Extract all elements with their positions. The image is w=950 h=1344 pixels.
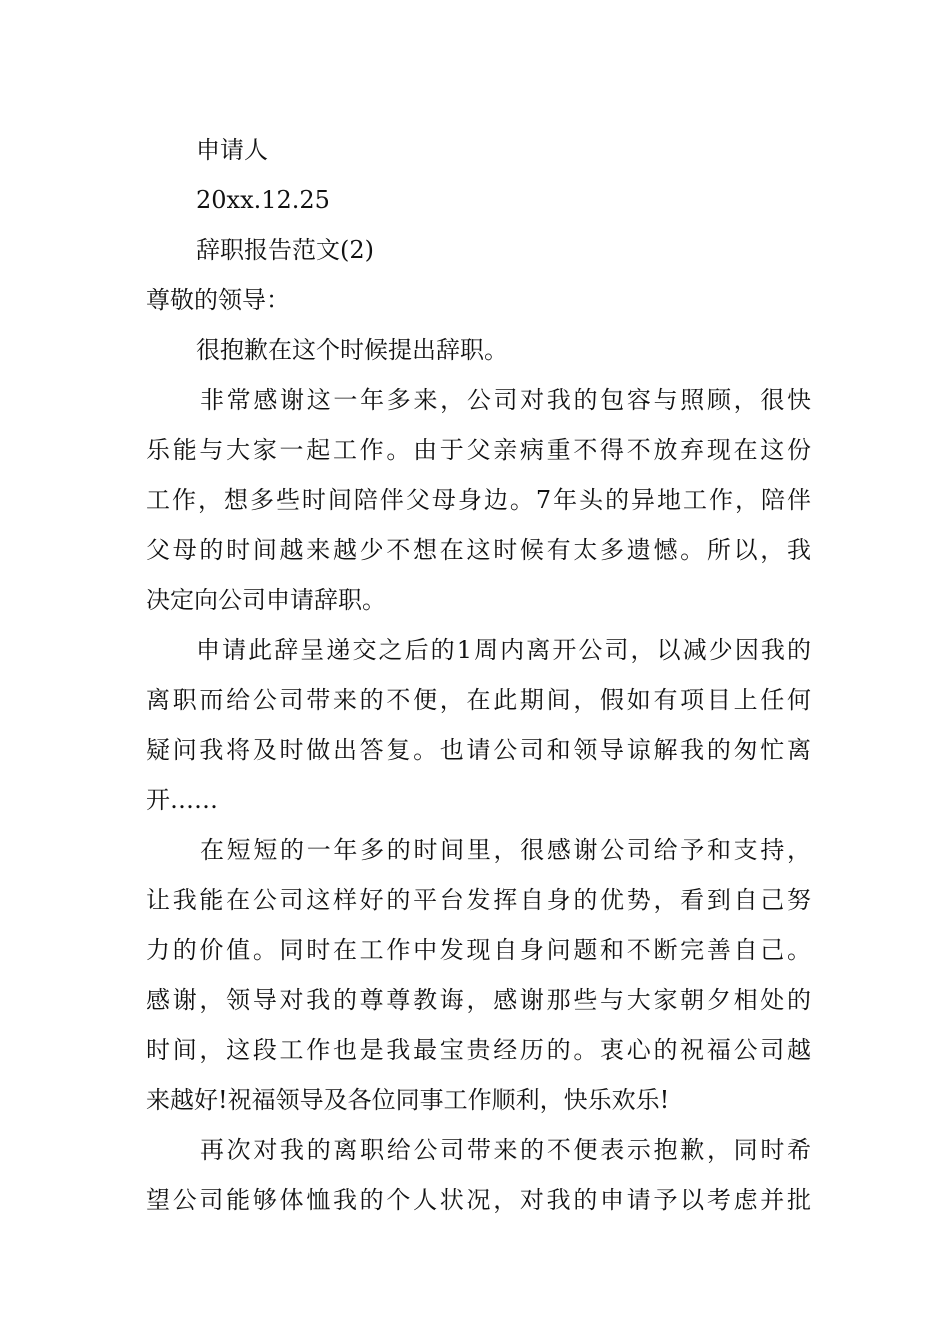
section-title: 辞职报告范文(2) (196, 236, 374, 264)
salutation: 尊敬的领导： (146, 286, 290, 314)
body-line: 力的价值。同时在工作中发现自身问题和不断完善自己。 (146, 936, 811, 964)
body-line: 让我能在公司这样好的平台发挥自身的优势，看到自己努 (146, 886, 811, 914)
body-line: 时间，这段工作也是我最宝贵经历的。衷心的祝福公司越 (146, 1036, 811, 1064)
applicant-label: 申请人 (196, 136, 268, 164)
body-line: 申请此辞呈递交之后的1周内离开公司，以减少因我的 (196, 636, 811, 664)
body-line: 很抱歉在这个时候提出辞职。 (196, 336, 508, 364)
body-line: 工作，想多些时间陪伴父母身边。7年头的异地工作，陪伴 (146, 486, 811, 514)
body-line: 再次对我的离职给公司带来的不便表示抱歉，同时希 (200, 1136, 811, 1164)
body-line: 父母的时间越来越少不想在这时候有太多遗憾。所以，我 (146, 536, 811, 564)
body-line: 非常感谢这一年多来，公司对我的包容与照顾，很快 (200, 386, 811, 414)
body-line: 离职而给公司带来的不便，在此期间，假如有项目上任何 (146, 686, 811, 714)
body-line: 感谢，领导对我的尊尊教诲，感谢那些与大家朝夕相处的 (146, 986, 811, 1014)
body-line: 决定向公司申请辞职。 (146, 586, 386, 614)
body-line: 来越好!祝福领导及各位同事工作顺利，快乐欢乐! (146, 1086, 670, 1114)
body-line: 乐能与大家一起工作。由于父亲病重不得不放弃现在这份 (146, 436, 811, 464)
body-line: 疑问我将及时做出答复。也请公司和领导谅解我的匆忙离 (146, 736, 811, 764)
body-line: 开…… (146, 786, 218, 814)
body-line: 在短短的一年多的时间里，很感谢公司给予和支持， (200, 836, 811, 864)
signature-date: 20xx.12.25 (196, 186, 330, 214)
body-line: 望公司能够体恤我的个人状况，对我的申请予以考虑并批 (146, 1186, 811, 1214)
